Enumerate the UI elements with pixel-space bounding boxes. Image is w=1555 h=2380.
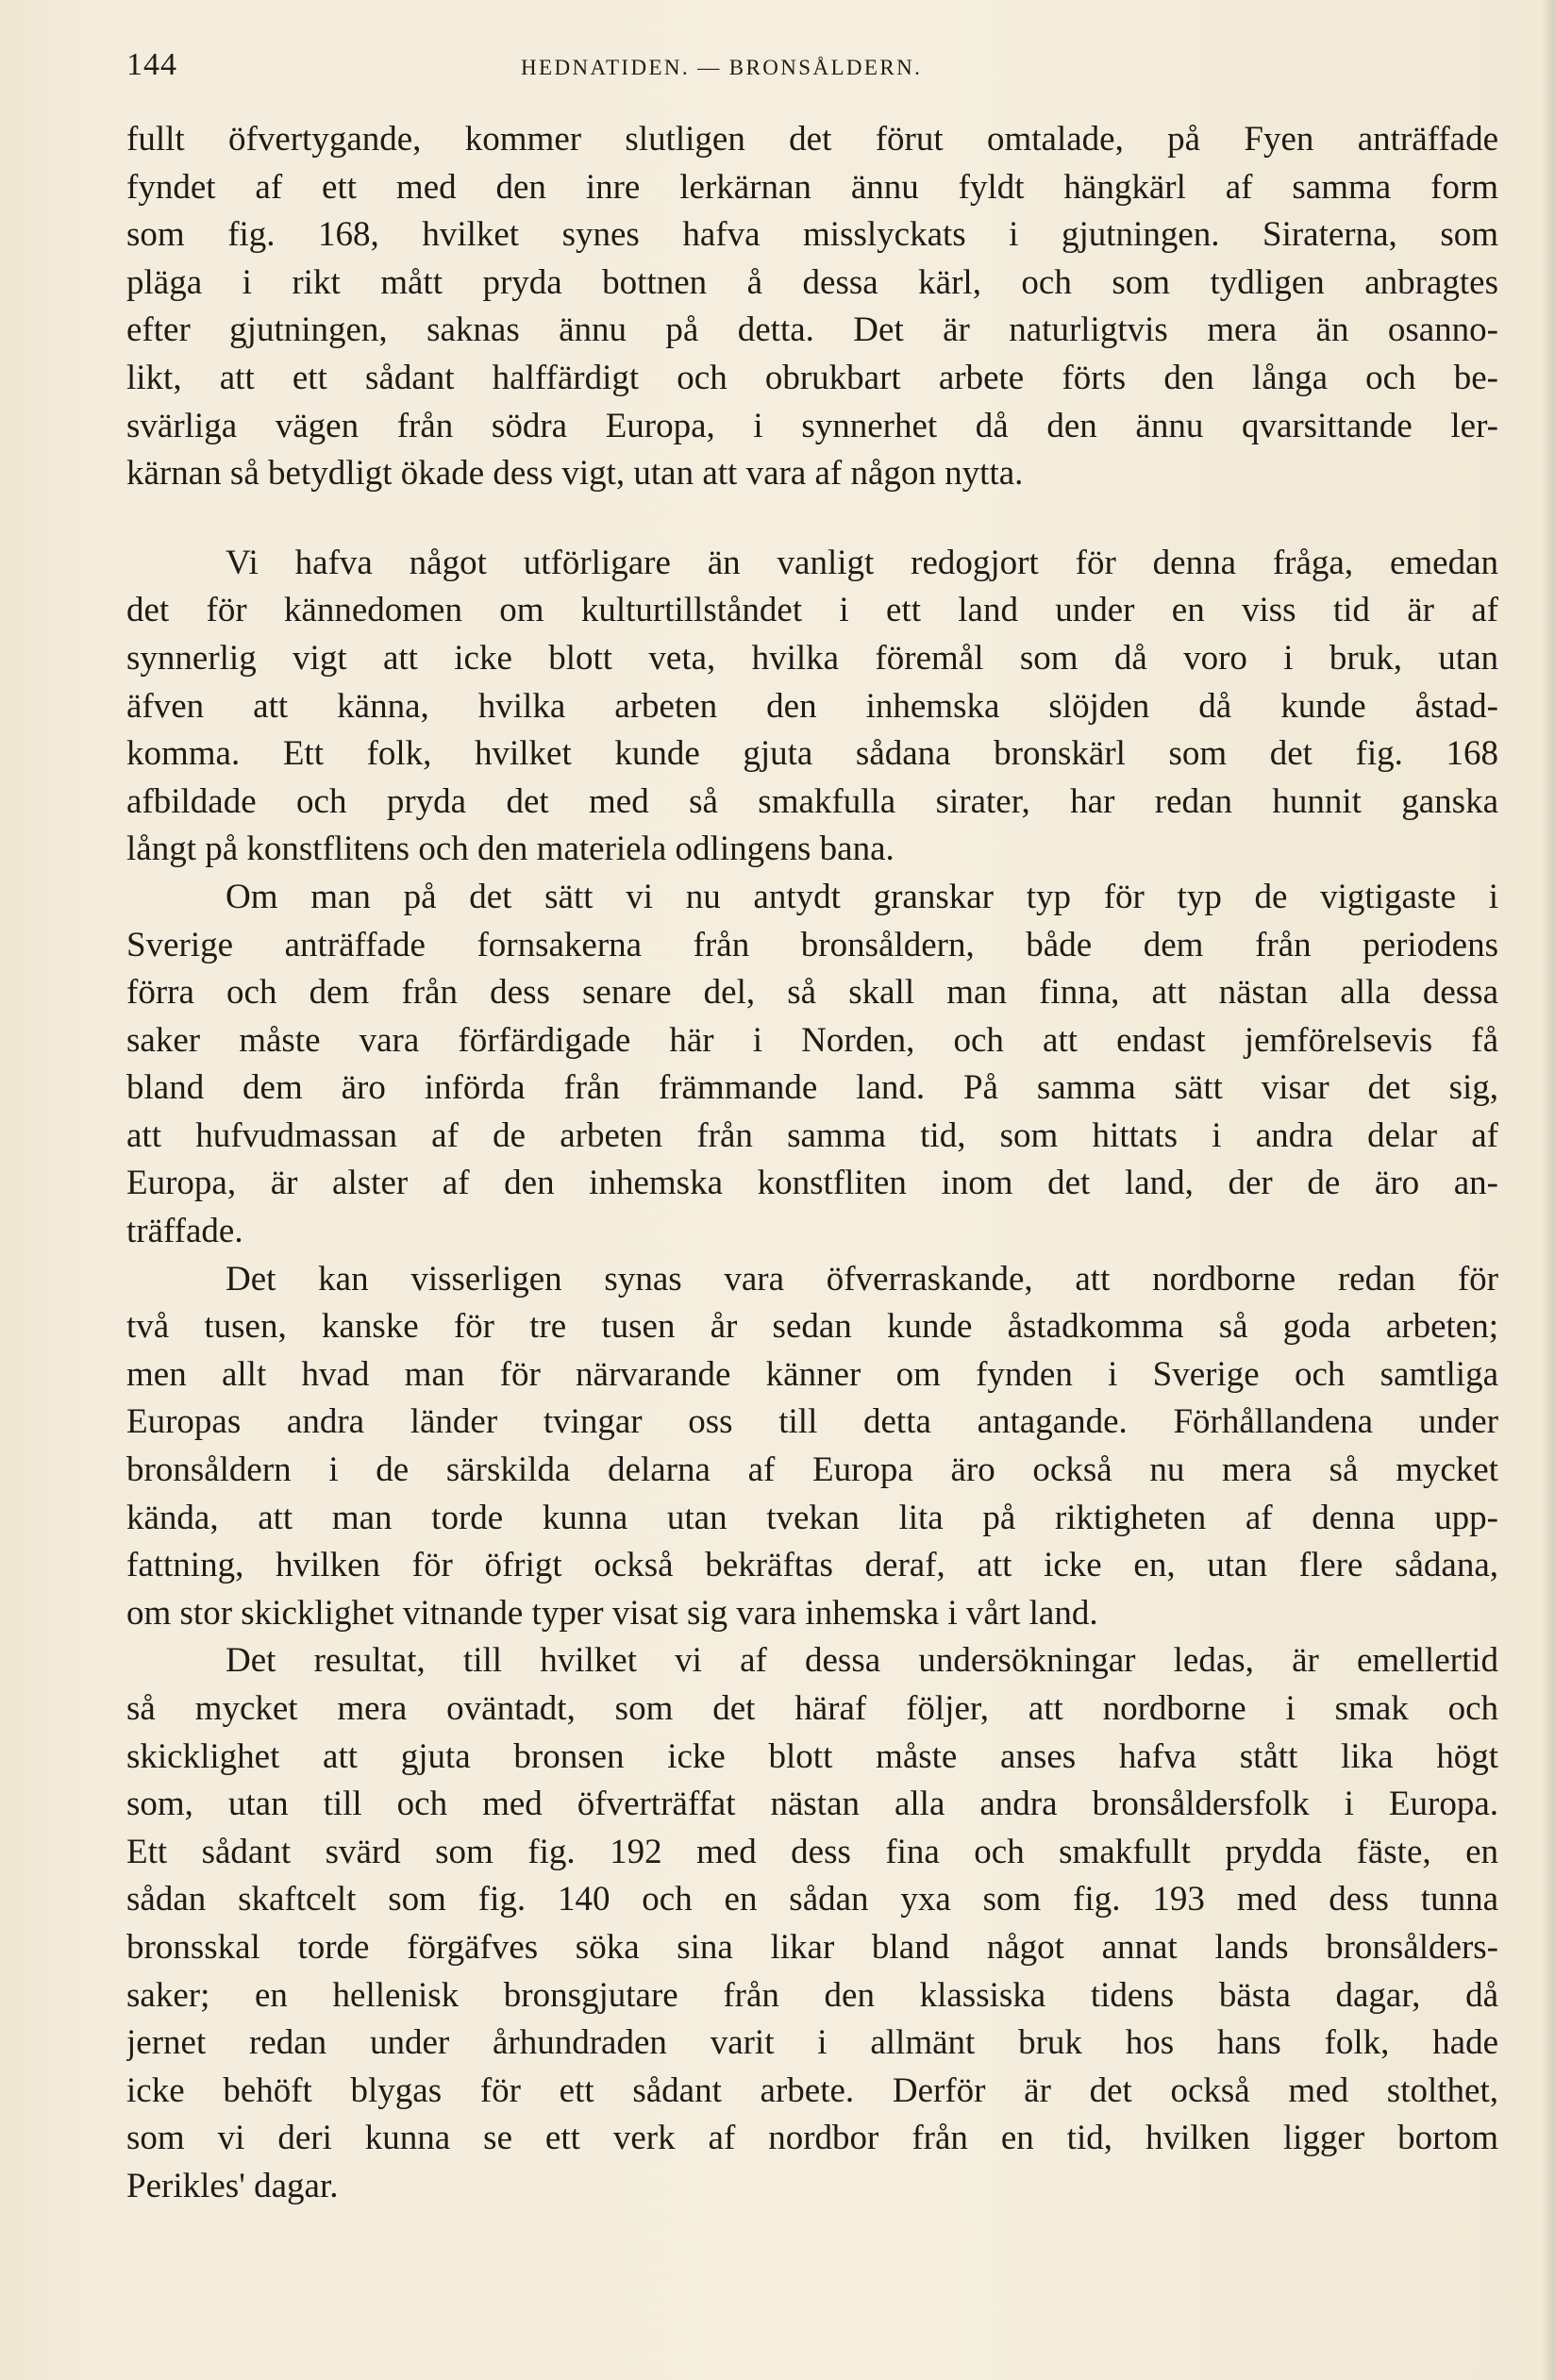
text-line: Det kan visserligen synas vara öfverraskande, att nordborne redan för [226,1259,1498,1299]
text-line: afbildade och pryda det med så smakfulla sirater, har redan hunnit ganska [126,781,1498,821]
text-line: bland dem äro införda från främmande land. På samma sätt visar det sig, [126,1068,1498,1108]
text-line: jernet redan under århundraden varit i allmänt bruk hos hans folk, hade [126,2023,1498,2063]
paragraph-2 [126,540,1498,874]
text-line: Sverige anträffade fornsakerna från bronsåldern, både dem från periodens [126,925,1498,964]
text-line: som, utan till och med öfverträffat nästan alla andra bronsåldersfolk i Europa. [126,1785,1498,1824]
page-edge-shadow [1542,0,1555,2380]
text-line: icke behöft blygas för ett sådant arbete. Derför är det också med stolthet, [126,2070,1498,2110]
text-line: skicklighet att gjuta bronsen icke blott måste anses hafva stått lika högt [126,1736,1498,1776]
text-line: fyndet af ett med den inre lerkärnan ännu fyldt hängkärl af samma form [126,167,1498,207]
text-line: träffade. [126,1212,243,1251]
paragraph-5 [126,1637,1498,2210]
text-line: fullt öfvertygande, kommer slutligen det förut omtalade, på Fyen anträffade [126,120,1498,159]
page-number: 144 [126,47,177,82]
text-line: Europa, är alster af den inhemska konstfliten inom det land, der de äro an- [126,1164,1498,1203]
text-line: synnerlig vigt att icke blott veta, hvilka föremål som då voro i bruk, utan [126,638,1498,678]
running-head: HEDNATIDEN. — BRONSÅLDERN. [521,56,923,79]
text-line: förra och dem från dess senare del, så skall man finna, att nästan alla dessa [126,973,1498,1013]
text-line: bronsskal torde förgäfves söka sina likar bland något annat lands bronsålders- [126,1927,1498,1967]
text-line: Ett sådant svärd som fig. 192 med dess fina och smakfullt prydda fäste, en [126,1832,1498,1871]
text-line: två tusen, kanske för tre tusen år sedan kunde åstadkomma så goda arbeten; [126,1307,1498,1347]
text-line: sådan skaftcelt som fig. 140 och en sådan yxa som fig. 193 med dess tunna [126,1880,1498,1919]
text-line: så mycket mera oväntadt, som det häraf följer, att nordborne i smak och [126,1689,1498,1728]
text-line: som vi deri kunna se ett verk af nordbor från en tid, hvilken ligger bortom [126,2119,1498,2158]
text-line: långt på konstflitens och den materiela odlingens bana. [126,830,895,869]
body-text [126,116,1498,2211]
text-line: Om man på det sätt vi nu antydt granskar typ för typ de vigtigaste i [226,877,1498,916]
page-header [126,47,1498,89]
text-line: Perikles' dagar. [126,2166,339,2205]
text-line: Vi hafva något utförligare än vanligt redogjort för denna fråga, emedan [226,543,1498,582]
text-line: äfven att känna, hvilka arbeten den inhemska slöjden då kunde åstad- [126,686,1498,726]
text-line: om stor skicklighet vitnande typer visat sig vara inhemska i vårt land. [126,1593,1098,1633]
text-line: saker måste vara förfärdigade här i Norden, och att endast jemförelsevis få [126,1020,1498,1060]
text-line: Europas andra länder tvingar oss till detta antagande. Förhållandena under [126,1402,1498,1442]
text-line: bronsåldern i de särskilda delarna af Europa äro också nu mera så mycket [126,1450,1498,1490]
text-line: att hufvudmassan af de arbeten från samma tid, som hittats i andra delar af [126,1115,1498,1155]
text-line: kända, att man torde kunna utan tvekan lita på riktigheten af denna upp- [126,1498,1498,1537]
text-line: likt, att ett sådant halffärdigt och obrukbart arbete förts den långa och be- [126,358,1498,397]
text-line: efter gjutningen, saknas ännu på detta. Det är naturligtvis mera än osanno- [126,310,1498,350]
text-line: det för kännedomen om kulturtillståndet i ett land under en viss tid är af [126,591,1498,630]
text-line: kärnan så betydligt ökade dess vigt, utan att vara af någon nytta. [126,454,1024,494]
paragraph-1 [126,116,1498,498]
text-line: fattning, hvilken för öfrigt också bekräftas deraf, att icke en, utan flere sådana, [126,1546,1498,1585]
text-line: pläga i rikt mått pryda bottnen å dessa kärl, och som tydligen anbragtes [126,262,1498,302]
text-line: som fig. 168, hvilket synes hafva misslyckats i gjutningen. Siraterna, som [126,215,1498,255]
text-line: komma. Ett folk, hvilket kunde gjuta sådana bronskärl som det fig. 168 [126,734,1498,774]
text-line: svärliga vägen från södra Europa, i synnerhet då den ännu qvarsittande ler- [126,406,1498,445]
text-line: men allt hvad man för närvarande känner om fynden i Sverige och samtliga [126,1354,1498,1394]
text-line: Det resultat, till hvilket vi af dessa undersökningar ledas, är emellertid [226,1641,1498,1681]
paragraph-3 [126,874,1498,1256]
paragraph-4 [126,1256,1498,1638]
paragraph-spacer [126,498,1498,540]
text-line: saker; en hellenisk bronsgjutare från den klassiska tidens bästa dagar, då [126,1975,1498,2015]
